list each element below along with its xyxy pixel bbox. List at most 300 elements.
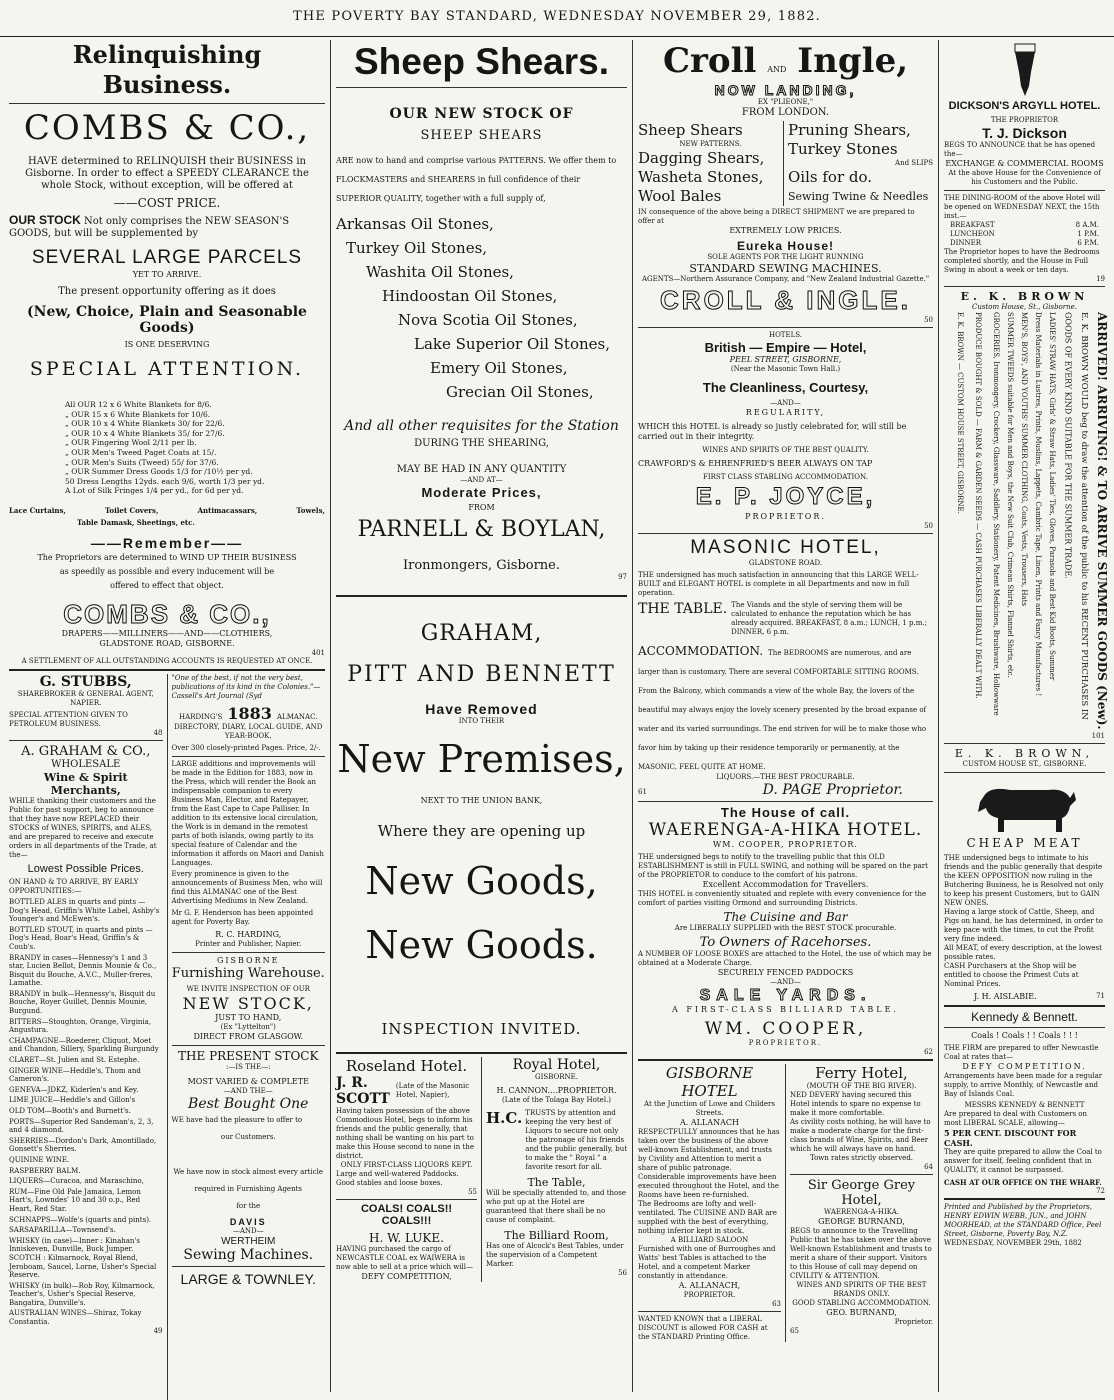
stone-item: Grecian Oil Stones, (446, 383, 594, 401)
harding-name: R. C. HARDING, (215, 929, 282, 939)
liquor-item: BITTERS—Stoughton, Orange, Virginia, Angustura. (9, 1017, 152, 1035)
dining-room: THE DINING-ROOM of the above Hotel will be opened on WEDNESDAY NEXT, the 15th inst.— (944, 194, 1101, 220)
remember-line: as speedily as possible and every inducement will be (59, 566, 275, 576)
owners: To Owners of Racehorses. (699, 935, 872, 950)
harding-year: 1883 (227, 703, 272, 723)
roseland-title: Roseland Hotel. (345, 1057, 468, 1075)
rot-line (988, 312, 1003, 732)
pointing-hand-icon (944, 40, 1105, 100)
price-item: „ OUR 10 x 4 White Blankets 30/ for 22/6. (65, 419, 225, 429)
sheep-shears-sub: SHEEP SHEARS (420, 128, 543, 143)
roseland-text: Having taken possession of the above Commodious Hotel, begs to inform his friends and the public generally, that nothing shall be wanting on his part to make this House second to none in the district. (336, 1107, 474, 1160)
furnishing-title: Furnishing Warehouse. (171, 965, 325, 981)
stone-item: Emery Oil Stones, (430, 359, 568, 377)
burnand-text: BEGS to announce to the Travelling Public that he has taken over the above Well-known Establishment and trusts to merit a share of their support. Visitors to this House of call may depend on CIVILITY & ATTENTION. (790, 1227, 932, 1280)
aislabie: J. H. AISLABIE. (974, 992, 1037, 1001)
cooper-sig: WM. COOPER, (704, 1019, 867, 1039)
stone-item: Lake Superior Oil Stones, (414, 335, 610, 353)
prop-label: THE PROPRIETOR (990, 116, 1059, 124)
masthead: THE POVERTY BAY STANDARD, WEDNESDAY NOVEMBER 29, 1882. (0, 0, 1114, 37)
billiard-table: A FIRST-CLASS BILLIARD TABLE. (672, 1005, 899, 1014)
extra-item: Antimacassars, (197, 505, 258, 515)
price-item: „ OUR Summer Dress Goods 1/3 for /10½ per yd. (65, 467, 253, 477)
liquors: LIQUORS.—THE BEST PROCURABLE. (716, 773, 855, 781)
only-first-class: ONLY FIRST-CLASS LIQUORS KEPT. (340, 1161, 473, 1169)
rot-text: Dress Materials in Lustres, Prints, Muslins, Lappets, Cambric Tape, Linen, Prints and Fancy Manufactures ! (1033, 312, 1042, 697)
our-stock-lead: OUR STOCK (9, 213, 81, 227)
ferry-mouth: (MOUTH OF THE BIG RIVER). (806, 1082, 917, 1090)
grey-hotel: Sir George Grey Hotel, (807, 1178, 916, 1208)
new-stock: NEW STOCK, (182, 993, 314, 1013)
defy: DEFY COMPETITION. (962, 1062, 1087, 1071)
all-other: And all other requisites for the Station (344, 418, 619, 434)
conveniently: THIS HOTEL is conveniently situated and replete with every convenience for the comfort of parties visiting Ormond and surrounding Districts. (638, 890, 927, 907)
rot-line (1002, 312, 1017, 732)
rot-line (1076, 312, 1091, 732)
column-4 (938, 40, 1110, 1392)
next-union-bank: NEXT TO THE UNION BANK, (420, 796, 543, 805)
and-at: —AND AT— (460, 476, 503, 484)
extras-row-2: Table Damask, Sheetings, etc. (77, 517, 195, 527)
and-label: —AND— (232, 1226, 264, 1235)
price-item: 50 Dress Lengths 12yds. each 9/6, worth 1/3 per yd. (65, 476, 265, 486)
croll-products (638, 121, 933, 206)
product-item: Turkey Stones (788, 140, 898, 158)
grey-stabling: GOOD STABLING ACCOMMODATION. (792, 1299, 931, 1307)
new-premises: New Premises, (337, 737, 626, 781)
required: required in Furnishing Agents (194, 1184, 302, 1193)
harding-printer: Printer and Publisher, Napier. (195, 939, 302, 948)
proprietor: PROPRIETOR. (745, 512, 826, 521)
ferry-text2: As civility costs nothing, he will have to make a moderate charge for the first-class brands of Wine, Spirits, and Beer which he will always have on hand. (790, 1118, 931, 1153)
agents: AGENTS—Northern Assurance Company, and "New Zealand Industrial Gazette." (641, 275, 930, 283)
accom-text: The BEDROOMS are numerous, and are larger than is customary. There are several COMFORTABLE SITTING ROOMS. From the Balcony, which commands a view of the whole Bay, the lovers of the beautiful may always enjoy the lovely scenery presented by the broad expanse of water and its varied surroundings. The end striven for will be to make those who favor him by taking up their residence temporarily or permanently, at the MASONIC, FEEL QUITE AT HOME. (638, 649, 927, 771)
cleanliness: The Cleanliness, Courtesy, (702, 380, 869, 395)
ad-number: 72 (1096, 1187, 1105, 1195)
customers: our Customers. (220, 1132, 276, 1141)
bull-icon (944, 776, 1105, 836)
our-stock-text: Not only comprises the NEW SEASON'S GOODS, but will be supplemented by (9, 216, 290, 239)
remember: ——Remember—— (90, 534, 244, 551)
gladstone-road: GLADSTONE ROAD, GISBORNE. (99, 638, 235, 648)
just-to-hand: JUST TO HAND, (215, 1012, 282, 1022)
extras-row (9, 506, 325, 515)
table-heading: THE TABLE. (638, 601, 728, 617)
brown-addr-2: CUSTOM HOUSE ST., GISBORNE. (962, 760, 1087, 768)
and-the: —AND THE— (223, 1086, 273, 1095)
ironmongers: Ironmongers, Gisborne. (402, 558, 560, 573)
royal-ad (481, 1057, 627, 1282)
rot-line (1060, 312, 1075, 732)
rot-text: E. K. BROWN — CUSTOM HOUSE STREET, GISBORNE. (955, 312, 964, 514)
dickson-name: T. J. Dickson (982, 125, 1067, 141)
meal-time: 1 P.M. (1077, 230, 1099, 238)
cooper-proprietor: WM. COOPER, PROPRIETOR. (713, 840, 858, 849)
during-shearing: DURING THE SHEARING, (414, 438, 549, 449)
royal-title: Royal Hotel, (512, 1057, 601, 1073)
stubbs-name: G. STUBBS, (39, 673, 132, 690)
ad-number: 56 (618, 1269, 627, 1277)
liquor-item: QUININE WINE. (9, 1155, 70, 1164)
liquor-item: WHISKY (in case)—Inner : Kinahan's Inniskeven, Dunville, Buck Jumper. SCOTCH : Kilmarnock, Royal Blend, Jeroboam, Saucel, Lorne, Usher's Special Reserve. (9, 1236, 157, 1280)
grey-waerenga: WAERENGA-A-HIKA. (823, 1208, 900, 1216)
price-item: „ OUR 15 x 6 White Blankets for 10/6. (65, 409, 211, 419)
rot-line (1094, 312, 1109, 732)
now-landing: NOW LANDING, (714, 82, 857, 98)
roseland-large: Large and well-watered Paddocks. Good stables and loose boxes. (336, 1170, 459, 1187)
c1-lower (9, 674, 325, 1400)
sole-agents: SOLE AGENTS FOR THE LIGHT RUNNING (707, 253, 864, 261)
rot-line (1030, 312, 1045, 732)
harding-quote: "One of the best, if not the very best, publications of its kind in the Colonies."—Cassell's Art Journal (Syd (171, 673, 321, 700)
liquor-item: WHISKY (in bulk)—Rob Roy, Kilmarnock, Teacher's, Usher's Special Reserve, Bangatira, Dunville's. (9, 1281, 155, 1307)
accom-heading: ACCOMMODATION. (638, 644, 764, 658)
allanach-text2: Considerable improvements have been executed throughout the Hotel, and the Rooms have been re-furnished. (638, 1173, 779, 1199)
rot-text: LADIES' STRAW HATS, Girls' & Straw Hats, Ladies' Ties, Gloves, Parasols and Best Kid Boots, Summer (1047, 312, 1056, 681)
page-proprietor: D. PAGE Proprietor. (762, 782, 903, 798)
low-prices: EXTREMELY LOW PRICES. (729, 226, 842, 235)
furnishing-invite: WE INVITE INSPECTION OF OUR (186, 984, 310, 993)
where-opening: Where they are opening up (377, 822, 586, 840)
ad-number: 65 (790, 1327, 799, 1335)
ex-plieone: EX "PLIEONE," (757, 98, 814, 106)
lowest-prices: Lowest Possible Prices. (27, 862, 144, 875)
stone-item: Turkey Oil Stones, (346, 239, 488, 257)
stone-item: Washita Oil Stones, (366, 263, 514, 281)
c1-lower-left (9, 674, 167, 1400)
stone-item: Arkansas Oil Stones, (336, 215, 494, 233)
column-3 (632, 40, 938, 1392)
scott-name: J. R. SCOTT (336, 1075, 390, 1107)
meal-time: 8 A.M. (1075, 221, 1099, 229)
ad-number: 101 (1091, 732, 1105, 740)
liquor-item: BRANDY in cases—Hennessy's 1 and 3 star, Lucien Bellot, Dennis Mounie & Co., Bisquit du Bouche, A.V.C., Muller-freres, Lamathe. (9, 953, 157, 988)
special-attention: SPECIAL ATTENTION. (29, 358, 305, 380)
combs-footer-firm: COMBS & CO., (63, 598, 271, 629)
new-goods-2: New Goods. (365, 923, 598, 967)
ingle-word: Ingle, (797, 41, 909, 81)
ad-number: 64 (924, 1163, 933, 1171)
price-item: „ OUR Men's Suits (Tweed) 55/ for 37/6. (65, 457, 219, 467)
harding-agent: Mr G. F. Henderson has been appointed agent for Poverty Bay. (171, 908, 314, 926)
large-townley: LARGE & TOWNLEY. (180, 1270, 316, 1287)
harding-text2: Every prominence is given to the announcements of Business Men, who will find this ALMANAC one of the Best Advertising Mediums in New Zealand. (171, 869, 323, 905)
discount: 5 PER CENT. DISCOUNT FOR CASH. (944, 1128, 1077, 1148)
allanach-prop: PROPRIETOR. (683, 1291, 736, 1299)
product-item: Wool Bales (638, 187, 722, 205)
new-goods-1: New Goods, (365, 859, 598, 903)
ad-number: 62 (924, 1048, 933, 1056)
most-varied: MOST VARIED & COMPLETE (187, 1076, 309, 1086)
issue-date: WEDNESDAY, NOVEMBER 29th, 1882 (944, 1239, 1082, 1247)
meal-name: DINNER (950, 239, 982, 247)
and-label: —AND— (770, 978, 801, 986)
billiard-room-text: Has one of Alcock's Best Tables, under the supervision of a Competent Marker. (486, 1242, 624, 1268)
price-item: „ OUR Fingering Wool 2/11 per lb. (65, 438, 197, 448)
exchange-rooms: EXCHANGE & COMMERCIAL ROOMS (945, 159, 1104, 168)
liquor-item: GENEVA—JDKZ, Kiderlen's and Key. (9, 1085, 139, 1094)
gisborne-hotel-title: GISBORNE HOTEL (665, 1064, 754, 1100)
best-bought: Best Bought One (188, 1095, 309, 1112)
from-label: FROM (468, 503, 495, 512)
meal-name: LUNCHEON (950, 230, 995, 238)
meal-times (944, 221, 1105, 248)
british-empire: British — Empire — Hotel, (704, 340, 867, 355)
stubbs-role: SHAREBROKER & GENERAL AGENT, (17, 689, 154, 698)
c3-lower (638, 1064, 933, 1342)
ferry-hotel-ad (785, 1064, 933, 1342)
billiard-room: The Billiard Room, (504, 1229, 609, 1242)
and-label: —AND— (770, 399, 801, 407)
stone-item: Nova Scotia Oil Stones, (398, 311, 578, 329)
rot-line (1016, 312, 1031, 732)
sale-yards: SALE YARDS. (699, 987, 872, 1004)
ad-number: 97 (618, 573, 627, 581)
harding-pages: Over 300 closely-printed Pages. Price, 2/-. (171, 743, 321, 752)
luke-name: H. W. LUKE. (369, 1231, 444, 1245)
dickson-begs: BEGS TO ANNOUNCE that he has opened the— (944, 141, 1096, 158)
liquor-item: SHERRIES—Dordon's Dark, Amontillado, Gonsett's Sherries. (9, 1136, 157, 1154)
liquor-item: BOTTLED ALES in quarts and pints —Dog's Head, Griffin's White Label, Ashby's Younger's and McEwen's. (9, 897, 160, 924)
excellent: Excellent Accommodation for Travellers. (702, 880, 869, 889)
rot-text: SUMMER TWEEDS suitable for Men and Boys, the New Suit Club, Crimean Shirts, Flannel Shirts, etc. (1005, 312, 1014, 678)
croll-word: Croll (662, 41, 757, 81)
graham-text: WHILE thanking their customers and the Public for past support, beg to announce that they have now REPLACED their STOCKS of WINES, SPIRITS, and ALES, and are prepared to receive and execute orders in all departments of the Trade, at the— (9, 796, 157, 859)
coals-heading: COALS! COALS!! COALS!!! (360, 1203, 453, 1227)
stones-list (336, 212, 627, 404)
croll-ingle-title (638, 40, 933, 82)
meal-name: BREAKFAST (950, 221, 995, 229)
proprietor: PROPRIETOR. (748, 1039, 823, 1047)
new-choice: (New, Choice, Plain and Seasonable Goods) (27, 304, 307, 336)
rot-text: GOODS OF EVERY KIND SUITABLE FOR THE SUMMER TRADE. (1063, 312, 1072, 579)
liberally: Are LIBERALLY SUPPLIED with the BEST STOCK procurable. (674, 924, 897, 932)
c1-lower-right (167, 674, 326, 1400)
cannon: H. CANNON....PROPRIETOR. (496, 1086, 617, 1095)
extra-item: Toilet Covers, (105, 505, 159, 515)
ad-number: 50 (924, 316, 933, 324)
liquor-item: SCHNAPPS—Wolfe's (quarts and pints). (9, 1215, 152, 1224)
meal-row (950, 221, 1099, 230)
rot-text: ARRIVED! ARRIVING! & TO ARRIVE SUMMER GOODS (New). (1094, 312, 1109, 730)
liquor-item: SARSAPARILLA—Townsend's. (9, 1226, 116, 1235)
royal-late: (Late of the Tolaga Bay Hotel.) (501, 1096, 612, 1104)
dickson-hotel: DICKSON'S ARGYLL HOTEL. (948, 100, 1101, 112)
one-deserving: IS ONE DESERVING (124, 340, 210, 349)
liquor-item: GINGER WINE—Heddle's, Thom and Cameron's. (9, 1066, 141, 1084)
present-opportunity: The present opportunity offering as it does (58, 286, 276, 297)
rot-line (952, 312, 967, 732)
cuisine: The Cuisine and Bar (723, 910, 848, 924)
moderate-prices: Moderate Prices, (421, 485, 542, 500)
meat-text4: CASH Purchasers at the Shop will be entitled to choose the Primest Cuts at Nominal Prices. (944, 962, 1079, 988)
peel-street: PEEL STREET, GISBORNE, (729, 355, 842, 364)
combs-intro: HAVE determined to RELINQUISH their BUSINESS in Gisborne. In order to effect a SPEEDY CLEARANCE the whole Stock, without exception, will be offered at (25, 156, 309, 191)
graham-hand: ON HAND & TO ARRIVE, BY EARLY OPPORTUNITIES:— (9, 877, 139, 895)
regularity: REGULARITY, (745, 408, 826, 417)
product-item: Washeta Stones, (638, 168, 764, 186)
liquor-list (9, 898, 163, 1327)
ad-number: 55 (468, 1188, 477, 1196)
ad-number: 49 (153, 1326, 163, 1335)
bedrooms: The Proprietor hopes to have the Bedrooms completed shortly, and the House in Full Swing in about a week or ten days. (944, 248, 1100, 274)
drapers: DRAPERS——MILLINERS——AND——CLOTHIERS, (61, 628, 273, 638)
crawford: CRAWFORD'S & EHRENFRIED'S BEER ALWAYS ON TAP (638, 459, 873, 468)
brown-addr: Custom House, St., Gisborne. (972, 303, 1077, 311)
accom-para (638, 640, 933, 773)
extra-item: Lace Curtains, (9, 505, 66, 515)
ad-number: 71 (1096, 992, 1105, 1000)
combs-firm: COMBS & CO., (23, 108, 311, 148)
wertheim: WERTHEIM (221, 1235, 276, 1247)
relinquishing-heading: Relinquishing Business. (72, 40, 262, 99)
masonic-text: THE undersigned has much satisfaction in announcing that this LARGE WELL-BUILT and ELEGANT HOTEL is complete in all Departments and now in full operation. (638, 571, 919, 597)
town-rates: Town rates strictly observed. (809, 1154, 914, 1162)
ferry-text: NED DEVERY having secured this Hotel intends to spare no expense to make it more comfortable. (790, 1091, 921, 1117)
royal-town: GISBORNE. (535, 1073, 578, 1081)
have-removed: Have Removed (425, 701, 538, 717)
price-list (65, 400, 325, 496)
liquor-item: AUSTRALIAN WINES—Shiraz, Tokay Constantia. (9, 1309, 142, 1327)
masonic-road: GLADSTONE ROAD. (748, 559, 823, 567)
cost-price: ——COST PRICE. (113, 196, 221, 210)
from-london: FROM LONDON. (741, 107, 830, 118)
price-item: „ OUR 10 x 4 White Blankets 35/ for 27/6. (65, 428, 225, 438)
furnishing-town: GISBORNE (217, 955, 280, 965)
waerenga-hotel: WAERENGA-A-HIKA HOTEL. (648, 820, 923, 840)
royal-table-text: Will be specially attended to, and those who put up at the Hotel are guaranteed that there shall be no cause of complaint. (486, 1189, 626, 1224)
messrs: MESSRS KENNEDY & BENNETT (964, 1101, 1085, 1109)
graham-merchants: Wine & Spirit Merchants, (43, 770, 128, 797)
ad-number: 50 (924, 522, 933, 530)
c2-lower (336, 1057, 627, 1282)
sheep-text: ARE now to hand and comprise various PATTERNS. We offer them to FLOCKMASTERS and SHEARERS in full confidence of their SUPERIOR QUALITY, together with a full supply of, (336, 156, 617, 203)
table-text: The Viands and the style of serving them will be calculated to enhance the reputation which he has already acquired. BREAKFAST, 8 a.m.; LUNCH, 1 p.m.; DINNER, 6 p.m. (731, 601, 927, 636)
fenced: SECURELY FENCED PADDOCKS (717, 968, 854, 977)
product-item: Oils for do. (788, 168, 873, 186)
dickson-above: At the above House for the Convenience of his Customers and the Public. (948, 169, 1101, 186)
product-item: Sewing Twine & Needles (788, 190, 929, 203)
sheep-shears-title: Sheep Shears. (353, 41, 609, 82)
junction: At the Junction of Lowe and Childers Streets. (644, 1100, 775, 1117)
ad-number: 63 (772, 1300, 781, 1308)
consequence: IN consequence of the above being a DIRECT SHIPMENT we are prepared to offer at (638, 208, 915, 225)
brown-rotated-ad (944, 312, 1109, 732)
hc-initials: H.C. (486, 1109, 523, 1127)
price-item: All OUR 12 x 6 White Blankets for 8/6. (65, 400, 212, 409)
billiard-saloon: A BILLIARD SALOON (670, 1236, 749, 1244)
yet-to-arrive: YET TO ARRIVE. (132, 270, 202, 279)
allanach-sig: A. ALLANACH, (678, 1281, 741, 1290)
joyce: E. P. JOYCE, (695, 483, 876, 510)
cooper-text: THE undersigned begs to notify to the travelling public that this OLD ESTABLISHMENT is still in FULL SWING, and nothing will be spared on the part of the PROPRIETOR to conduce to the comfort of his patrons. (638, 853, 928, 879)
liquor-item: PORTS—Superior Red Sandeman's, 2, 3, and 4 diamond. (9, 1117, 154, 1135)
allanach-text3: The Bedrooms are lofty and well-ventilated. The CUISINE AND BAR are supplied with the best of everything, nothing inferior kept in stock. (638, 1200, 777, 1235)
product-note: NEW PATTERNS. (679, 140, 742, 148)
ex-lyttelton: (Ex "Lyttelton") (220, 1022, 276, 1031)
harding-title-post: ALMANAC. (277, 712, 318, 721)
direct-glasgow: DIRECT FROM GLASGOW. (193, 1031, 304, 1041)
table-para (638, 601, 933, 637)
into-their: INTO THEIR (458, 717, 505, 725)
liquor-item: CLARET—St. Julien and St. Estephe. (9, 1056, 140, 1065)
meal-row (950, 239, 1099, 248)
coals-line: Coals ! Coals ! ! Coals ! ! ! (971, 1031, 1078, 1040)
and-word: AND (767, 65, 787, 74)
liquor-item: BRANDY in bulk—Hennessy's, Bisquit du Bouche, Royer Guillet, Dennis Mounie, Burgund. (9, 989, 156, 1016)
rot-text: MEN'S, BOYS', AND YOUTHS' SUMMER CLOTHING, Coats, Vests, Trousers, Hats (1019, 312, 1028, 607)
they: They are quite prepared to allow the Coal to answer for itself, feeling confident that in QUALITY, it cannot be surpassed. (944, 1148, 1102, 1174)
ferry-title: Ferry Hotel, (815, 1064, 908, 1082)
ad-number: 61 (638, 788, 647, 796)
burnand: GEORGE BURNAND, (818, 1217, 905, 1226)
hc-text: TRUSTS by attention and keeping the very best of Liquors to secure not only the patronage of his friends and the public generally, but to make the " Royal " a favorite resort for all. (525, 1109, 628, 1171)
firm-prepared: THE FIRM are prepared to offer Newcastle Coal at rates that— (944, 1044, 1099, 1061)
product-item: Dagging Shears, (638, 149, 765, 167)
burnand-sig: GEO. BURNAND, (826, 1308, 897, 1317)
liquor-item: RASPBERRY BALM. (9, 1166, 81, 1175)
burnand-prop: Proprietor. (894, 1318, 933, 1326)
meat-text3: All MEAT, of every description, at the lowest possible rates. (944, 944, 1102, 961)
for-the: for the (236, 1201, 261, 1210)
near-masonic: (Near the Masonic Town Hall.) (730, 365, 841, 373)
price-item: „ OUR Men's Tweed Paget Coats at 15/. (65, 447, 217, 457)
liquor-item: CHAMPAGNE—Roederer, Cliquot, Moet and Chandon, Sillery, Sparkling Burgundy (9, 1036, 159, 1054)
stubbs-special: SPECIAL ATTENTION GIVEN TO PETROLEUM BUSINESS. (9, 710, 128, 728)
parnell-boylan: PARNELL & BOYLAN, (357, 517, 606, 542)
rot-line (970, 312, 985, 732)
standard-machines: STANDARD SEWING MACHINES. (689, 262, 882, 275)
remember-line: offered to effect that object. (110, 580, 224, 590)
ad-number: 19 (1096, 275, 1105, 283)
brown-bottom: E. K. BROWN, (954, 747, 1095, 760)
allow: Are prepared to deal with Customers on most LIBERAL SCALE, allowing— (944, 1110, 1088, 1127)
printed-by: Printed and Published by the Proprietors, HENRY EDWIN WEBB, JUN., and JOHN MOORHEAD, at the STANDARD Office, Peel Street, Gisborne, Poverty Bay, N.Z. (944, 1203, 1102, 1238)
ad-number: 401 (311, 648, 325, 657)
liquor-item: BOTTLED STOUT, in quarts and pints —Dog's Head, Boar's Head, Griffin's & Coub's. (9, 925, 153, 951)
arrangements: Arrangements have been made for a regular supply, to arrive Monthly, of Newcastle and Bay of Islands Coal. (944, 1072, 1103, 1098)
now-in-stock: We have now in stock almost every article (173, 1167, 323, 1176)
stubbs-place: NAPIER. (70, 698, 102, 707)
luke-text: HAVING purchased the cargo of NEWCASTLE COAL ex WAIWERA is now able to sell at a price which will— (336, 1245, 473, 1271)
harding-sub: DIRECTORY, DIARY, LOCAL GUIDE, AND YEAR-BOOK. (174, 722, 323, 740)
price-item: A Lot of Silk Fringes 1/4 per yd., for 6d per yd. (65, 486, 244, 496)
gisborne-hotel-ad (638, 1064, 785, 1342)
wanted-known: WANTED KNOWN that a LIBERAL DISCOUNT is allowed FOR CASH at the STANDARD Printing Office. (638, 1315, 768, 1341)
meat-text2: Having a large stock of Cattle, Sheep, and Pigs on hand, he has determined, in order to keep pace with the times, to cut the Profit very fine indeed. (944, 908, 1103, 943)
liquor-item: LIQUERS—Curacoa, and Maraschino, (9, 1177, 144, 1186)
which-hotel: WHICH this HOTEL is already so justly celebrated for, will still be carried out in their integrity. (638, 422, 907, 441)
grey-wines: WINES AND SPIRITS OF THE BEST BRANDS ONLY. (796, 1281, 927, 1298)
cash-office: CASH AT OUR OFFICE ON THE WHARF. (944, 1178, 1102, 1187)
loose-boxes: A NUMBER OF LOOSE BOXES are attached to the Hotel, the use of which may be obtained at a Moderate Charge. (638, 950, 932, 967)
remember-text (9, 551, 325, 593)
ad-number: 48 (153, 728, 163, 737)
product-item: Pruning Shears, (788, 121, 911, 139)
davis: DAVIS (229, 1216, 267, 1227)
house-of-call: The House of call. (720, 805, 851, 820)
liquor-item: OLD TOM—Booth's and Burnett's. (9, 1107, 131, 1115)
remember-line: The Proprietors are determined to WIND UP THEIR BUSINESS (37, 552, 297, 562)
scott-late: (Late of the Masonic Hotel, Napier), (395, 1082, 470, 1099)
meal-row (950, 230, 1099, 239)
column-2 (330, 40, 632, 1392)
rot-text: E. K. BROWN WOULD beg to draw the attention of the public to his RECENT PURCHASES IN (1078, 312, 1089, 720)
stone-item: Hindoostan Oil Stones, (382, 287, 558, 305)
brown-top: E. K. BROWN (960, 290, 1089, 303)
croll-products-right (783, 121, 933, 206)
croll-ingle-big: CROLL & INGLE. (660, 285, 911, 315)
